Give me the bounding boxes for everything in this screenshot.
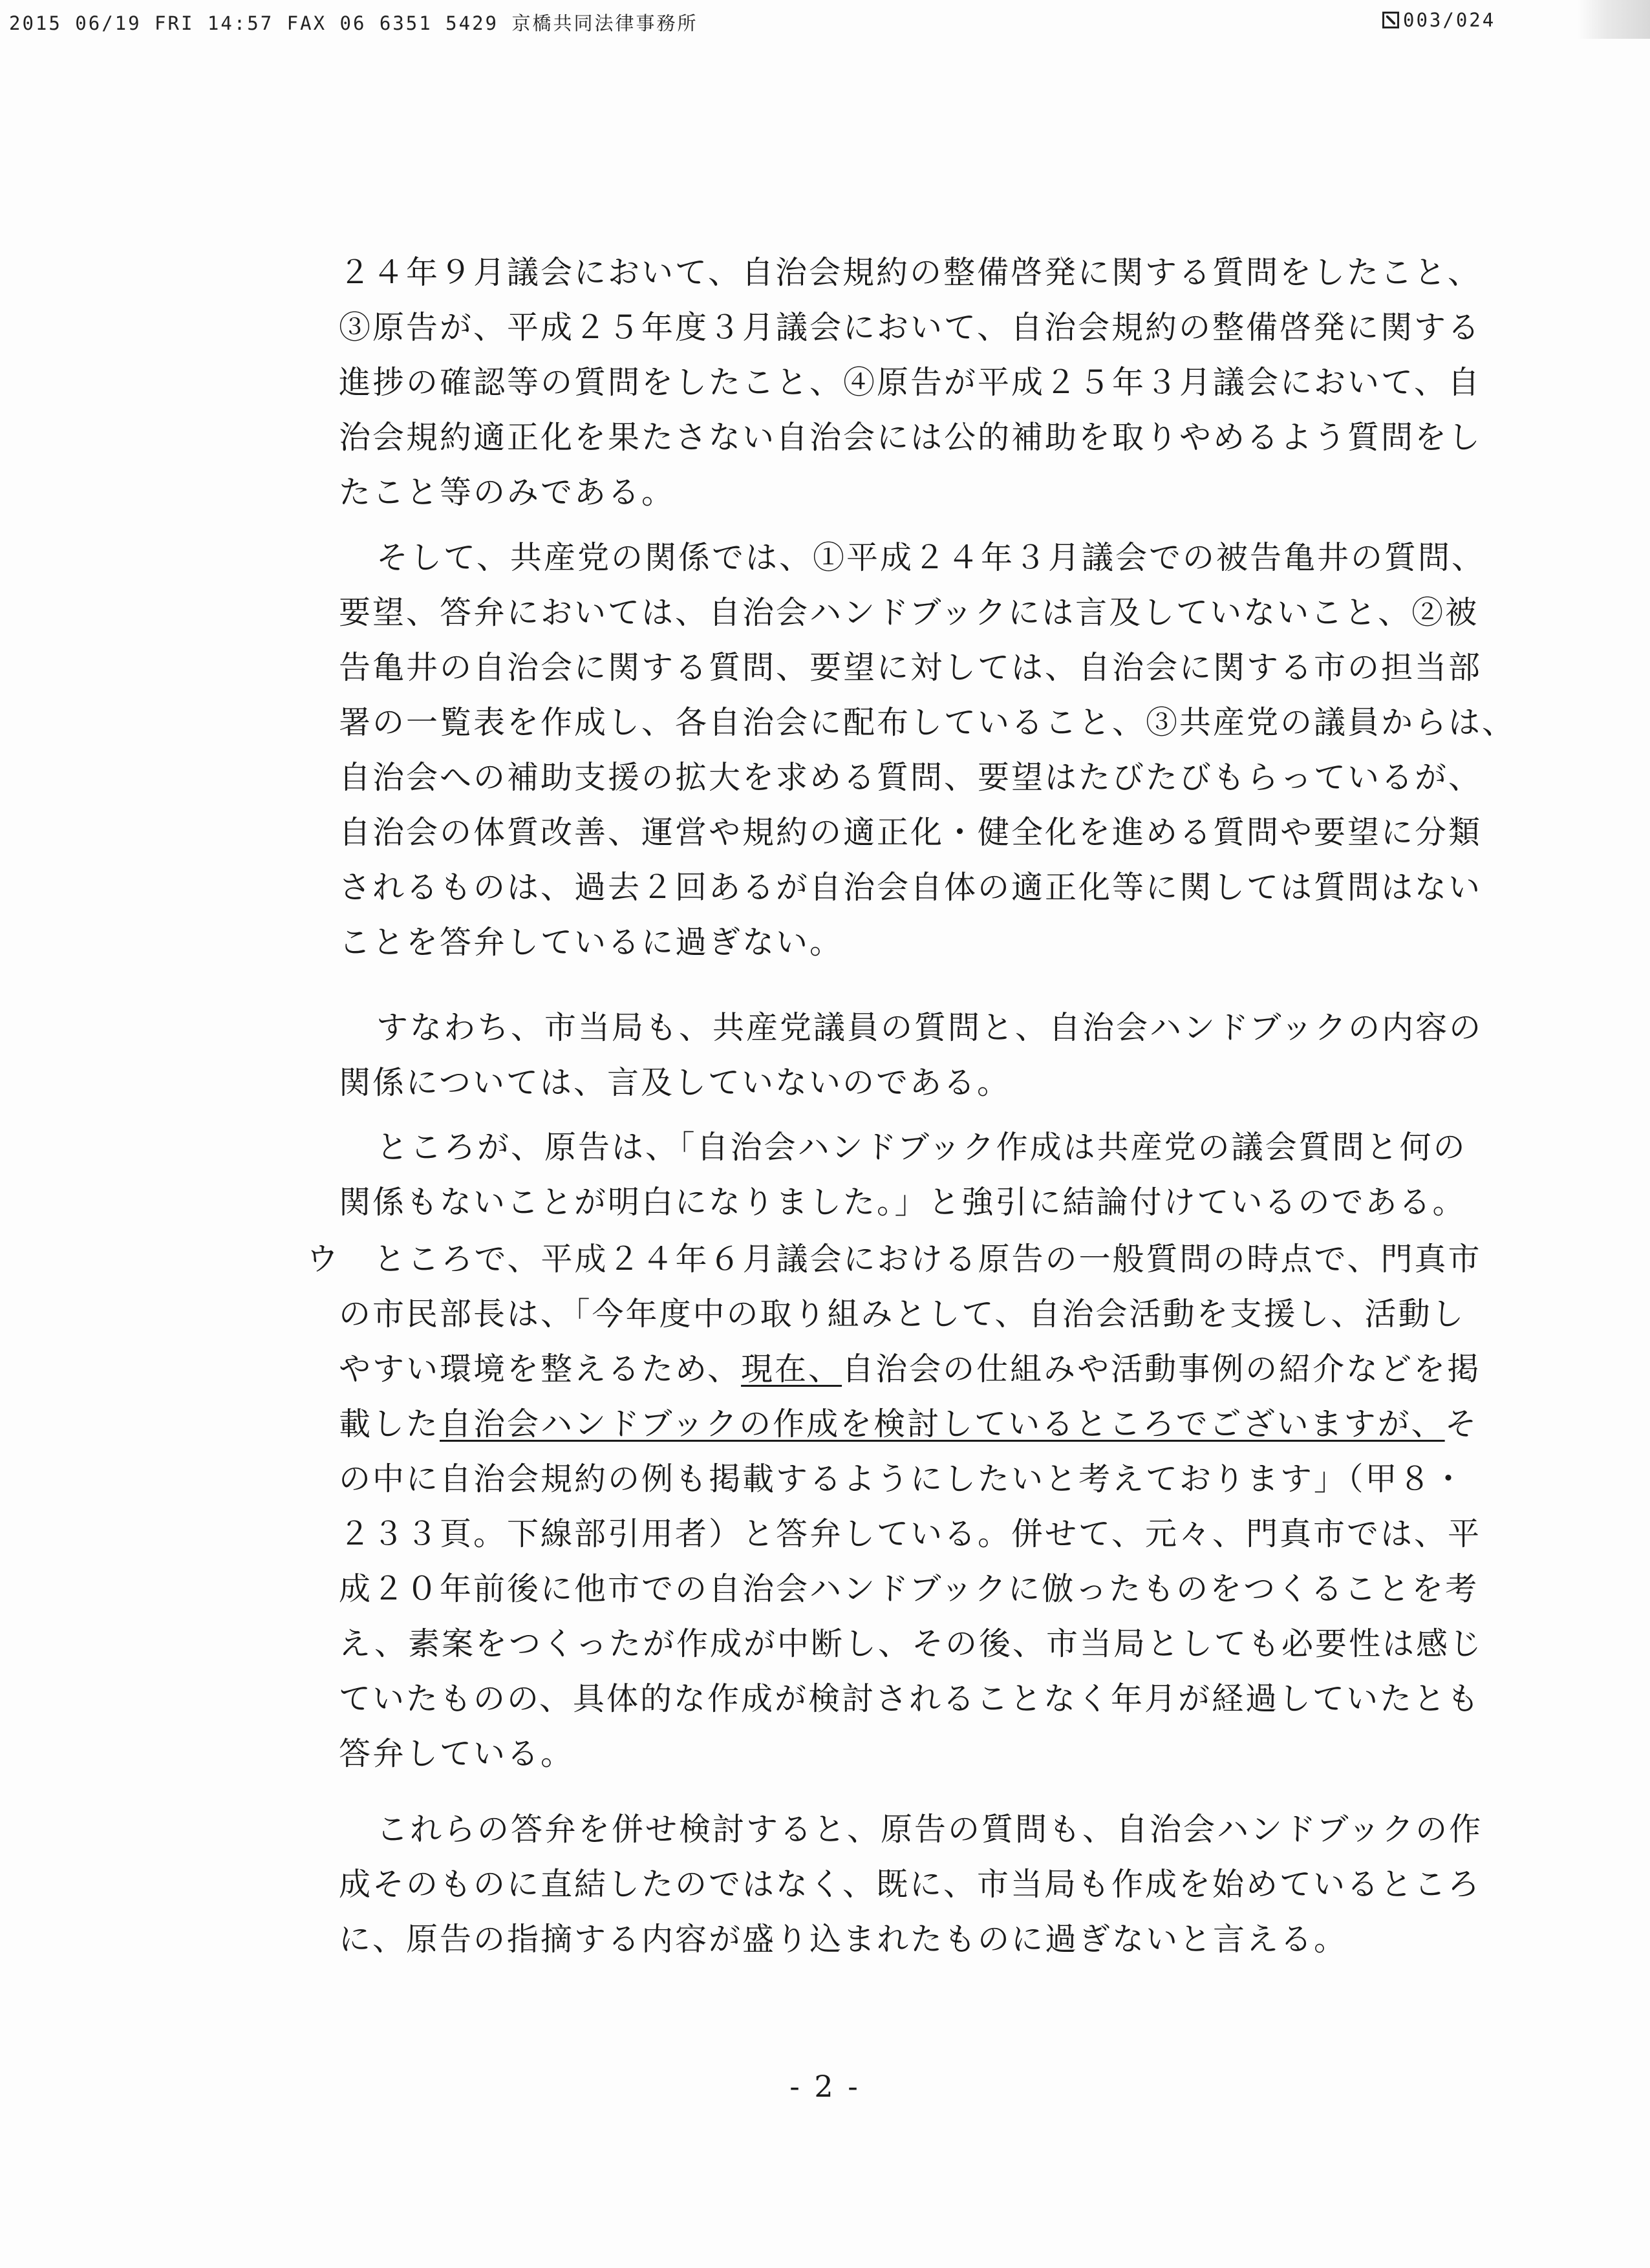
text-line: 要望、答弁においては、自治会ハンドブックには言及していないこと、②被 — [339, 594, 1479, 631]
text-segment: そ — [1444, 1406, 1479, 1442]
text-line: ２４年９月議会において、自治会規約の整備啓発に関する質問をしたこと、 — [339, 254, 1482, 291]
text-line: ことを答弁しているに過ぎない。 — [339, 924, 844, 961]
text-line: の中に自治会規約の例も掲載するようにしたいと考えております」（甲８・ — [339, 1460, 1466, 1497]
text-line: 成２０年前後に他市での自治会ハンドブックに倣ったものをつくることを考 — [339, 1570, 1479, 1607]
text-line-item-u: ウ ところで、平成２４年６月議会における原告の一般質問の時点で、門真市 — [306, 1241, 1482, 1278]
text-line: 関係もないことが明白になりました。」と強引に結論付けているのである。 — [339, 1184, 1466, 1221]
text-line: ③原告が、平成２５年度３月議会において、自治会規約の整備啓発に関する — [339, 309, 1482, 346]
text-line: え、素案をつくったが作成が中断し、その後、市当局としても必要性は感じ — [339, 1625, 1483, 1662]
text-line: ところが、原告は、「自治会ハンドブック作成は共産党の議会質問と何の — [376, 1129, 1467, 1166]
fax-header-left: 2015 06/19 FRI 14:57 FAX 06 6351 5429 京橋共同法律事務所 — [9, 12, 698, 34]
text-line: に、原告の指摘する内容が盛り込まれたものに過ぎないと言える。 — [339, 1921, 1348, 1958]
text-line: 署の一覧表を作成し、各自治会に配布していること、③共産党の議員からは、 — [339, 704, 1516, 741]
underlined-text: 自治会ハンドブックの作成を検討しているところでございますが、 — [440, 1406, 1445, 1442]
text-line: されるものは、過去２回あるが自治会自体の適正化等に関しては質問はない — [339, 869, 1483, 906]
text-segment: やすい環境を整えるため、 — [339, 1351, 742, 1387]
page-number: - 2 - — [789, 2069, 861, 2104]
text-line: 答弁している。 — [339, 1735, 575, 1772]
text-line-with-underline — [339, 1405, 1479, 1444]
underlined-text: 現在、 — [741, 1351, 842, 1387]
text-line: 告亀井の自治会に関する質問、要望に対しては、自治会に関する市の担当部 — [339, 649, 1483, 686]
text-line: これらの答弁を併せ検討すると、原告の質問も、自治会ハンドブックの作 — [376, 1811, 1483, 1848]
text-line: の市民部長は、「今年度中の取り組みとして、自治会活動を支援し、活動し — [339, 1296, 1466, 1332]
text-line: 自治会の体質改善、運営や規約の適正化・健全化を進める質問や要望に分類 — [339, 814, 1483, 851]
text-line: 治会規約適正化を果たさない自治会には公的補助を取りやめるよう質問をし — [339, 419, 1483, 456]
text-line: そして、共産党の関係では、①平成２４年３月議会での被告亀井の質問、 — [376, 539, 1486, 576]
text-line: 関係については、言及していないのである。 — [339, 1064, 1011, 1101]
text-line: たこと等のみである。 — [339, 474, 676, 511]
text-line: ２３３頁。下線部引用者）と答弁している。併せて、元々、門真市では、平 — [339, 1515, 1482, 1552]
text-segment: 自治会の仕組みや活動事例の紹介などを掲 — [842, 1351, 1481, 1387]
text-line-with-underline — [339, 1350, 1481, 1389]
text-line: 自治会への補助支援の拡大を求める質問、要望はたびたびもらっているが、 — [339, 759, 1483, 796]
text-line: 成そのものに直結したのではなく、既に、市当局も作成を始めているところ — [339, 1866, 1482, 1903]
text-segment: 載した — [339, 1406, 440, 1442]
text-line: 進捗の確認等の質問をしたこと、④原告が平成２５年３月議会において、自 — [339, 364, 1482, 401]
text-line: ていたものの、具体的な作成が検討されることなく年月が経過していたとも — [339, 1680, 1481, 1717]
text-line: すなわち、市当局も、共産党議員の質問と、自治会ハンドブックの内容の — [376, 1009, 1483, 1046]
fax-page-count: 003/024 — [1403, 9, 1496, 31]
